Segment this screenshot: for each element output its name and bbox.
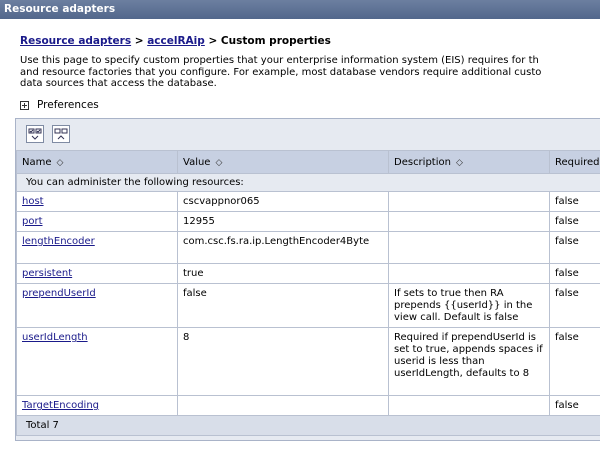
table-row (17, 264, 600, 284)
sort-icon[interactable]: ◇ (56, 157, 64, 168)
description-line: Use this page to specify custom properties that your enterprise information system (EIS) requires for th (20, 55, 539, 66)
property-value: false (178, 284, 389, 328)
property-value (178, 396, 389, 416)
preferences-label: Preferences (37, 99, 99, 111)
table-info-text: You can administer the following resources: (17, 174, 600, 192)
breadcrumb-separator: > (131, 35, 148, 47)
property-value: cscvappnor065 (178, 192, 389, 212)
property-required: false (550, 284, 600, 328)
property-required: false (550, 328, 600, 396)
property-link[interactable]: host (22, 196, 44, 207)
table-total-text: Total 7 (17, 416, 600, 436)
select-all-button[interactable] (26, 125, 44, 143)
property-required: false (550, 264, 600, 284)
property-link[interactable]: port (22, 216, 43, 227)
property-required: false (550, 232, 600, 264)
breadcrumb-link-accelraip[interactable]: accelRAip (147, 35, 205, 47)
property-required: false (550, 192, 600, 212)
column-header-description[interactable] (389, 151, 550, 174)
property-link[interactable]: TargetEncoding (22, 400, 100, 411)
property-link[interactable]: persistent (22, 268, 73, 279)
column-header-label: Name (22, 156, 52, 168)
table-toolbar (16, 119, 600, 149)
select-all-icon (28, 128, 42, 140)
column-header-label: Value (183, 156, 211, 168)
table-header-row (17, 151, 600, 174)
table-row (17, 212, 600, 232)
property-description (389, 232, 550, 264)
table-row (17, 232, 600, 264)
breadcrumb-current: Custom properties (220, 35, 331, 47)
property-value: 12955 (178, 212, 389, 232)
property-link[interactable]: userIdLength (22, 332, 88, 343)
sort-icon[interactable]: ◇ (215, 157, 223, 168)
property-value: com.csc.fs.ra.ip.LengthEncoder4Byte (178, 232, 389, 264)
deselect-all-button[interactable] (52, 125, 70, 143)
expand-icon[interactable] (20, 101, 29, 110)
deselect-all-icon (54, 128, 68, 140)
breadcrumb-separator: > (204, 35, 221, 47)
column-header-label: Required (555, 156, 600, 168)
property-value: 8 (178, 328, 389, 396)
column-header-name[interactable] (17, 151, 178, 174)
property-description: If sets to true then RA prepends {{userId}} in the view call. Default is false (389, 284, 550, 328)
window-title: Resource adapters (0, 0, 600, 19)
page-description (20, 55, 600, 90)
property-link[interactable]: prependUserId (22, 288, 96, 299)
table-row (17, 328, 600, 396)
table-row (17, 192, 600, 212)
property-value: true (178, 264, 389, 284)
column-header-required[interactable] (550, 151, 600, 174)
breadcrumb-link-resource-adapters[interactable]: Resource adapters (20, 35, 132, 47)
table-info-row (17, 174, 600, 192)
property-description: Required if prependUserId is set to true, appends spaces if userid is less than userIdLength, defaults to 8 (389, 328, 550, 396)
property-required: false (550, 396, 600, 416)
properties-panel (15, 118, 600, 441)
property-description (389, 396, 550, 416)
property-description (389, 264, 550, 284)
column-header-label: Description (394, 156, 451, 168)
column-header-value[interactable] (178, 151, 389, 174)
description-line: and resource factories that you configure. For example, most database vendors require additional custo (20, 66, 542, 78)
custom-properties-table (16, 150, 600, 436)
sort-icon[interactable]: ◇ (455, 157, 463, 168)
table-row (17, 284, 600, 328)
breadcrumb (20, 35, 331, 47)
preferences-toggle[interactable] (20, 99, 99, 111)
table-row (17, 396, 600, 416)
property-description (389, 192, 550, 212)
description-line: data sources that access the database. (20, 78, 217, 89)
table-total-row (17, 416, 600, 436)
property-link[interactable]: lengthEncoder (22, 236, 95, 247)
property-required: false (550, 212, 600, 232)
property-description (389, 212, 550, 232)
